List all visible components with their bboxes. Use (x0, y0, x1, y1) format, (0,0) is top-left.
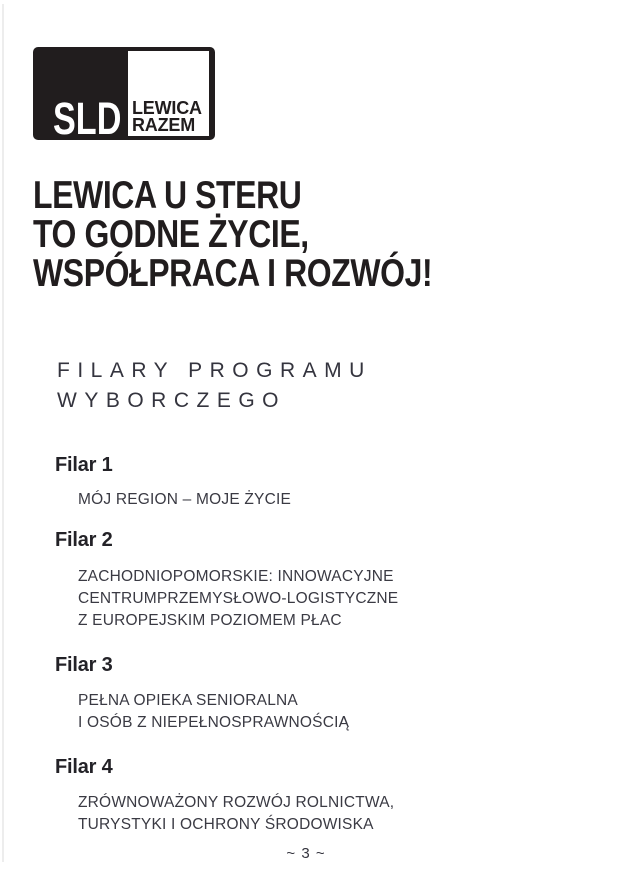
pillar-1-label: Filar 1 (55, 454, 113, 476)
pillar-1-description (78, 489, 291, 511)
pillar-2-line-1: ZACHODNIOPOMORSKIE: INNOWACYJNE (78, 568, 394, 585)
pillar-2-description (78, 566, 398, 632)
section-heading-line-1: FILARY PROGRAMU (57, 359, 372, 382)
logo-lewica-text: LEWICA (132, 98, 202, 118)
pillar-2-label: Filar 2 (55, 529, 113, 551)
pillar-3-line-1: PEŁNA OPIEKA SENIORALNA (78, 692, 298, 709)
pillar-3-label: Filar 3 (55, 654, 113, 676)
party-logo (33, 47, 215, 144)
pillar-4-line-2: TURYSTYKI I OCHRONY ŚRODOWISKA (78, 816, 374, 833)
logo-razem-text: RAZEM (132, 115, 195, 135)
title-line-3: WSPÓŁPRACA I ROZWÓJ! (33, 252, 433, 295)
section-heading-line-2: WYBORCZEGO (57, 389, 287, 412)
main-title (33, 176, 432, 293)
pillar-2-line-2: CENTRUMPRZEMYSŁOWO-LOGISTYCZNE (78, 590, 399, 607)
title-line-1: LEWICA U STERU (33, 174, 302, 217)
pillar-2-line-3: Z EUROPEJSKIM POZIOMEM PŁAC (78, 612, 342, 629)
pillar-4-line-1: ZRÓWNOWAŻONY ROZWÓJ ROLNICTWA, (78, 794, 395, 811)
pillar-4-label: Filar 4 (55, 756, 113, 778)
program-pillars-heading (57, 356, 372, 416)
logo-sld-text: SLD (53, 93, 122, 144)
pillar-3-description (78, 690, 349, 734)
pillar-1-line-1: MÓJ REGION – MOJE ŻYCIE (78, 491, 292, 508)
title-line-2: TO GODNE ŻYCIE, (33, 213, 309, 256)
pillar-3-line-2: I OSÓB Z NIEPEŁNOSPRAWNOŚCIĄ (78, 714, 350, 731)
page-number: ~ 3 ~ (286, 845, 326, 862)
pillar-4-description (78, 792, 394, 836)
scan-edge-line (2, 4, 4, 862)
logo-lewica-razem-box (128, 51, 209, 136)
